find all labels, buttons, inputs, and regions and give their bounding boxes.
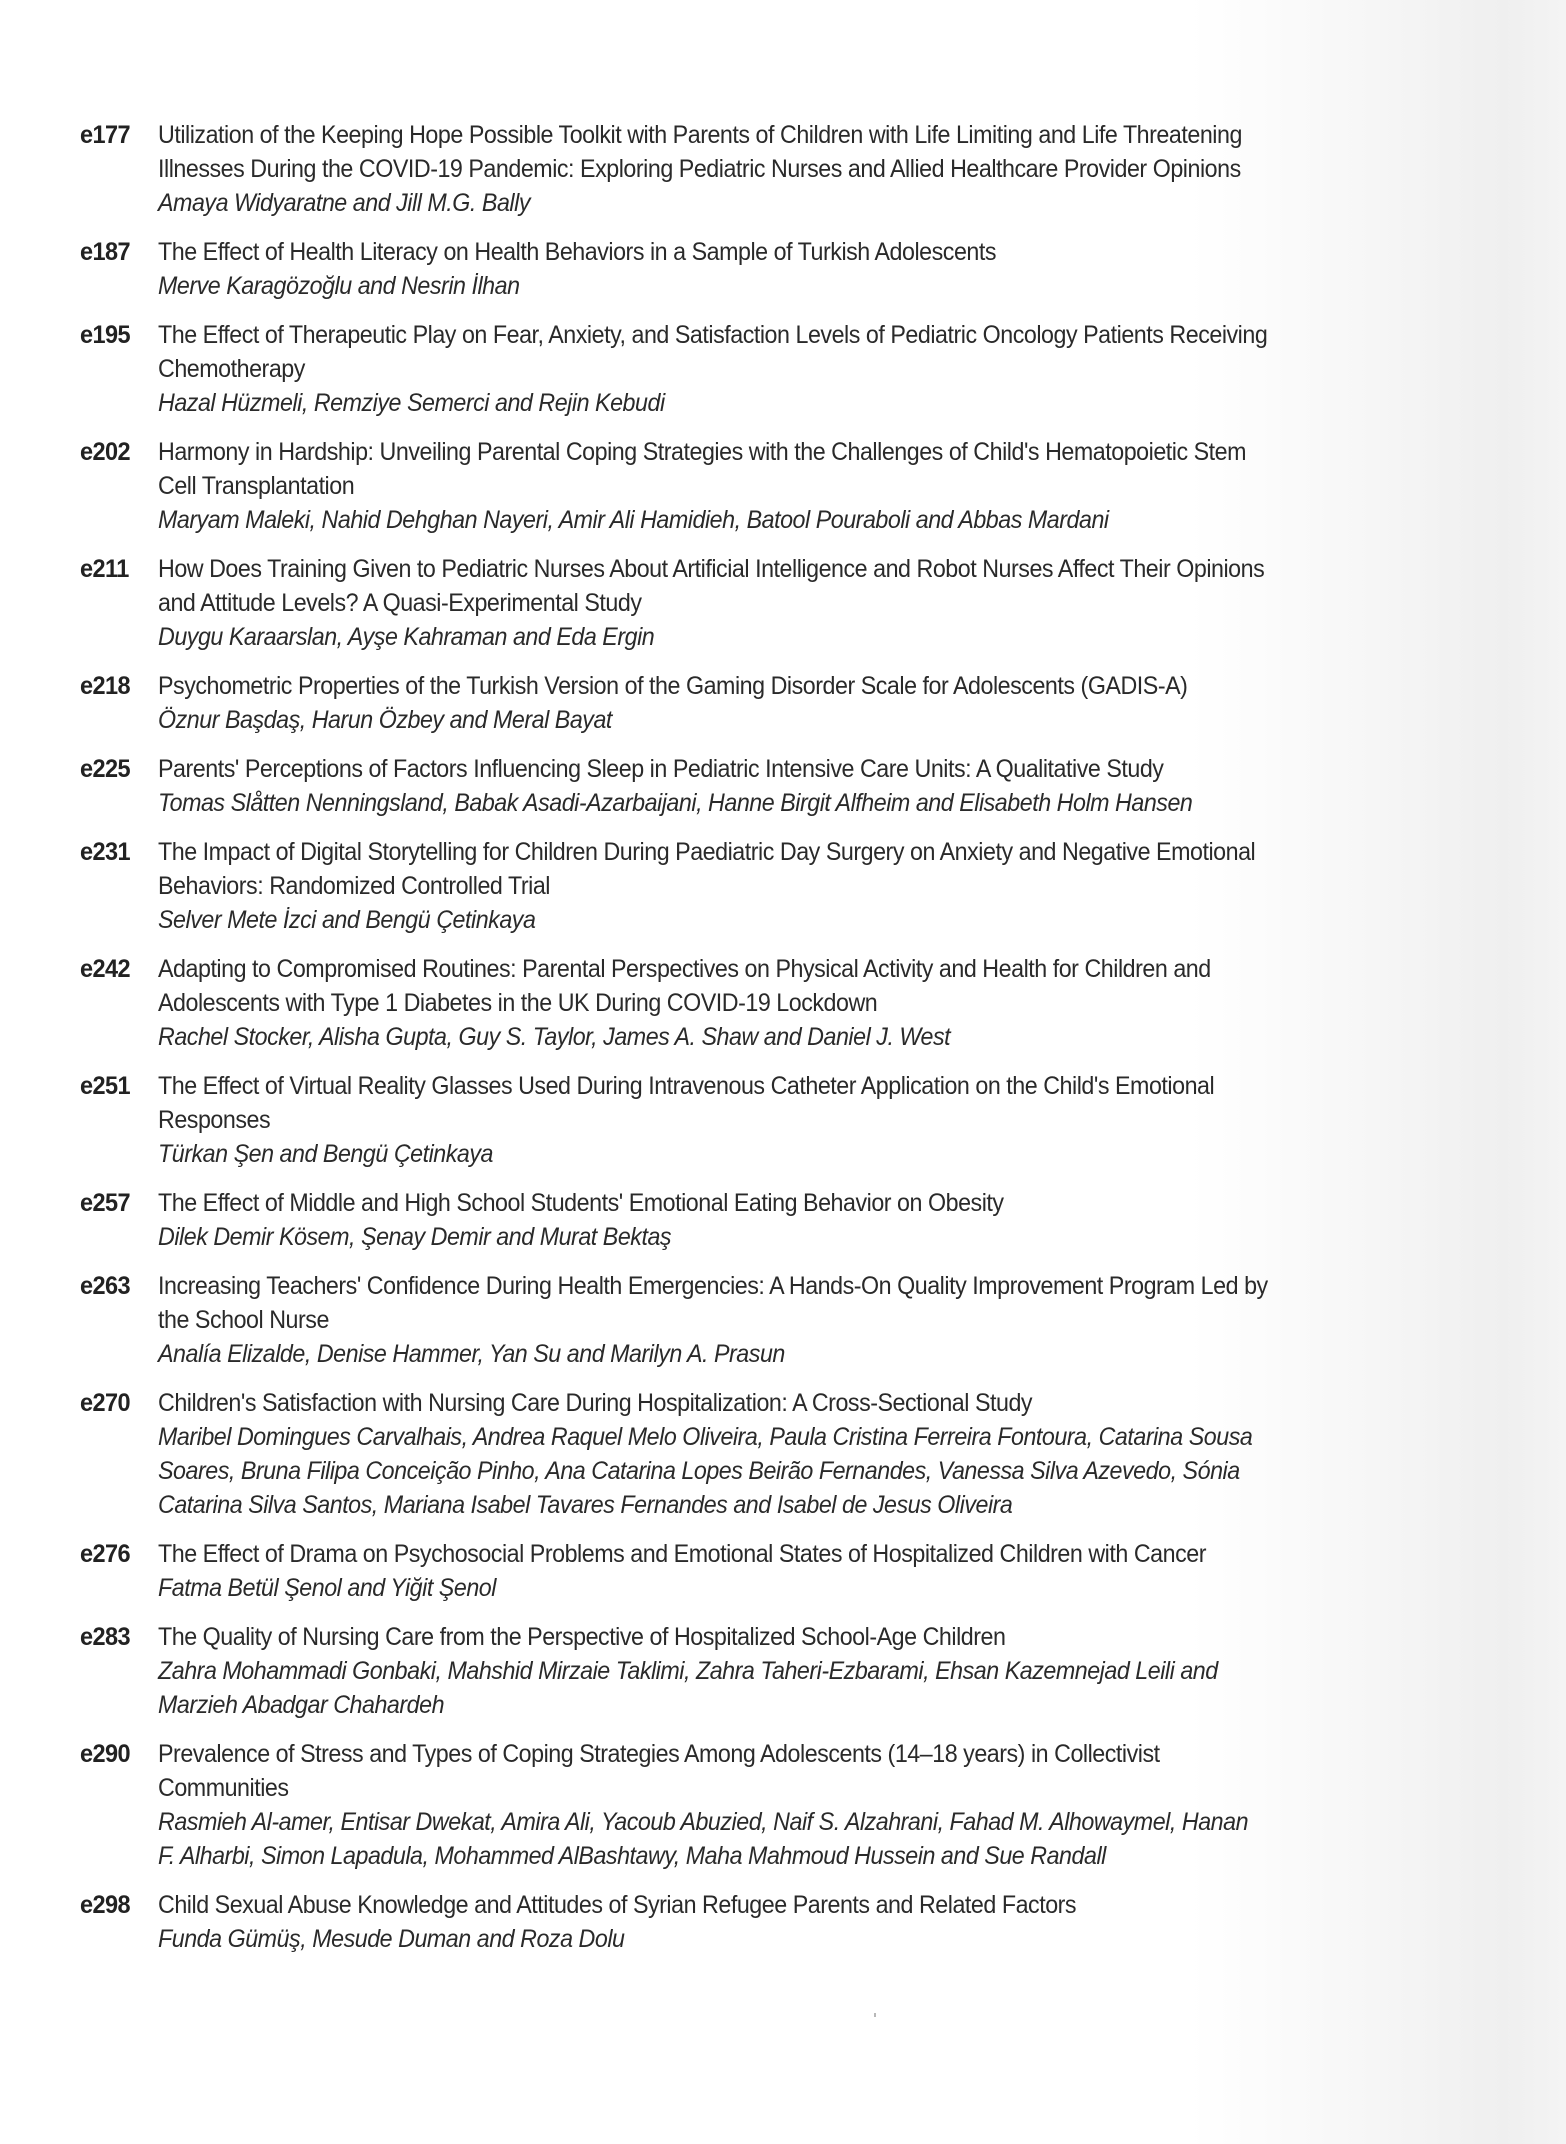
entry-number: e242 xyxy=(80,955,131,983)
entry-title[interactable] xyxy=(158,318,1268,386)
entry-number: e231 xyxy=(80,838,131,866)
toc-entry xyxy=(80,669,1540,737)
entry-number: e263 xyxy=(80,1272,131,1300)
entry-title-line: Adolescents with Type 1 Diabetes in the UK During COVID-19 Lockdown xyxy=(158,989,878,1017)
entry-title-line: The Impact of Digital Storytelling for Children During Paediatric Day Surgery on Anxiety and Negative Emotional xyxy=(158,838,1256,866)
entry-title-line: Parents' Perceptions of Factors Influencing Sleep in Pediatric Intensive Care Units: A Qualitative Study xyxy=(158,755,1164,783)
entry-title[interactable] xyxy=(158,1620,1172,1654)
entry-body xyxy=(158,669,1540,737)
entry-authors-line: Catarina Silva Santos, Mariana Isabel Tavares Fernandes and Isabel de Jesus Oliveira xyxy=(158,1491,1013,1519)
entry-authors xyxy=(158,386,1172,420)
entry-title[interactable] xyxy=(158,235,1172,269)
entry-number: e257 xyxy=(80,1189,131,1217)
entry-authors-line: Rachel Stocker, Alisha Gupta, Guy S. Taylor, James A. Shaw and Daniel J. West xyxy=(158,1023,951,1051)
entry-authors-line: Maryam Maleki, Nahid Dehghan Nayeri, Amir Ali Hamidieh, Batool Pouraboli and Abbas Mardani xyxy=(158,506,1109,534)
entry-number: e177 xyxy=(80,121,131,149)
entry-body xyxy=(158,318,1540,420)
entry-body xyxy=(158,952,1540,1054)
toc-entry xyxy=(80,1386,1540,1522)
entry-authors xyxy=(158,620,1172,654)
entry-title[interactable] xyxy=(158,1186,1172,1220)
entry-title-line: How Does Training Given to Pediatric Nurses About Artificial Intelligence and Robot Nurses Affect Their Opinions xyxy=(158,555,1265,583)
entry-body xyxy=(158,118,1540,220)
toc-entry xyxy=(80,1620,1540,1722)
entry-title-line: Illnesses During the COVID-19 Pandemic: Exploring Pediatric Nurses and Allied Healthcare Provider Opinions xyxy=(158,155,1241,183)
toc-entry xyxy=(80,1888,1540,1956)
entry-authors xyxy=(158,1020,1172,1054)
entry-authors-line: Hazal Hüzmeli, Remziye Semerci and Rejin Kebudi xyxy=(158,389,665,417)
entry-title-line: The Effect of Health Literacy on Health Behaviors in a Sample of Turkish Adolescents xyxy=(158,238,997,266)
entry-title-line: The Effect of Therapeutic Play on Fear, Anxiety, and Satisfaction Levels of Pediatric Oncology Patients Receiving xyxy=(158,321,1268,349)
toc-entry xyxy=(80,118,1540,220)
entry-title-line: Responses xyxy=(158,1106,271,1134)
entry-title[interactable] xyxy=(158,435,1247,503)
entry-authors xyxy=(158,1137,1172,1171)
entry-authors xyxy=(158,703,1172,737)
entry-authors-line: Merve Karagözoğlu and Nesrin İlhan xyxy=(158,272,520,300)
entry-title[interactable] xyxy=(158,835,1256,903)
entry-authors-line: Zahra Mohammadi Gonbaki, Mahshid Mirzaie Taklimi, Zahra Taheri-Ezbarami, Ehsan Kazemnejad Leili and xyxy=(158,1657,1218,1685)
entry-body xyxy=(158,1269,1540,1371)
entry-body xyxy=(158,1737,1540,1873)
entry-authors-line: F. Alharbi, Simon Lapadula, Mohammed AlBashtawy, Maha Mahmoud Hussein and Sue Randall xyxy=(158,1842,1106,1870)
entry-number: e187 xyxy=(80,238,131,266)
entry-title-line: Communities xyxy=(158,1774,289,1802)
entry-body xyxy=(158,435,1540,537)
entry-body xyxy=(158,1186,1540,1254)
entry-title[interactable] xyxy=(158,1737,1172,1805)
entry-title-line: Increasing Teachers' Confidence During Health Emergencies: A Hands-On Quality Improvement Program Led by xyxy=(158,1272,1268,1300)
toc-entry xyxy=(80,318,1540,420)
entry-number: e290 xyxy=(80,1740,131,1768)
entry-number: e202 xyxy=(80,438,131,466)
entry-authors xyxy=(158,1805,1249,1873)
toc-entry xyxy=(80,1537,1540,1605)
entry-authors-line: Rasmieh Al-amer, Entisar Dwekat, Amira Ali, Yacoub Abuzied, Naif S. Alzahrani, Fahad M. Alhowaymel, Hanan xyxy=(158,1808,1249,1836)
toc-entry xyxy=(80,1737,1540,1873)
entry-title[interactable] xyxy=(158,118,1242,186)
entry-authors xyxy=(158,503,1172,537)
entry-number: e225 xyxy=(80,755,131,783)
entry-title[interactable] xyxy=(158,1537,1207,1571)
toc-entry xyxy=(80,835,1540,937)
entry-authors xyxy=(158,1571,1172,1605)
entry-title-line: Harmony in Hardship: Unveiling Parental Coping Strategies with the Challenges of Child's Hematopoietic Stem xyxy=(158,438,1247,466)
entry-authors-line: Dilek Demir Kösem, Şenay Demir and Murat Bektaş xyxy=(158,1223,672,1251)
entry-number: e298 xyxy=(80,1891,131,1919)
entry-title-line: Child Sexual Abuse Knowledge and Attitudes of Syrian Refugee Parents and Related Factors xyxy=(158,1891,1077,1919)
toc-entry xyxy=(80,952,1540,1054)
entry-authors-line: Analía Elizalde, Denise Hammer, Yan Su and Marilyn A. Prasun xyxy=(158,1340,785,1368)
entry-authors xyxy=(158,186,1172,220)
toc-entry xyxy=(80,435,1540,537)
table-of-contents xyxy=(80,118,1540,1971)
entry-authors xyxy=(158,1922,1172,1956)
entry-authors-line: Selver Mete İzci and Bengü Çetinkaya xyxy=(158,906,536,934)
toc-entry xyxy=(80,552,1540,654)
entry-title[interactable] xyxy=(158,1386,1172,1420)
entry-title[interactable] xyxy=(158,669,1188,703)
scan-speck xyxy=(874,2013,876,2017)
entry-authors xyxy=(158,786,1193,820)
entry-authors-line: Türkan Şen and Bengü Çetinkaya xyxy=(158,1140,494,1168)
toc-entry xyxy=(80,1269,1540,1371)
entry-authors-line: Öznur Başdaş, Harun Özbey and Meral Bayat xyxy=(158,706,612,734)
entry-authors-line: Marzieh Abadgar Chahardeh xyxy=(158,1691,445,1719)
entry-authors xyxy=(158,903,1172,937)
toc-entry xyxy=(80,235,1540,303)
entry-authors xyxy=(158,1337,1172,1371)
entry-authors-line: Duygu Karaarslan, Ayşe Kahraman and Eda Ergin xyxy=(158,623,655,651)
entry-title[interactable] xyxy=(158,552,1265,620)
toc-entry xyxy=(80,1186,1540,1254)
entry-title-line: Adapting to Compromised Routines: Parental Perspectives on Physical Activity and Health for Children and xyxy=(158,955,1211,983)
entry-title-line: The Effect of Virtual Reality Glasses Used During Intravenous Catheter Application on the Child's Emotional xyxy=(158,1072,1215,1100)
entry-authors xyxy=(158,1654,1218,1722)
entry-title-line: the School Nurse xyxy=(158,1306,329,1334)
entry-body xyxy=(158,235,1540,303)
entry-title-line: Behaviors: Randomized Controlled Trial xyxy=(158,872,550,900)
entry-title-line: Prevalence of Stress and Types of Coping Strategies Among Adolescents (14–18 years) in Collectivist xyxy=(158,1740,1160,1768)
entry-title-line: The Effect of Middle and High School Students' Emotional Eating Behavior on Obesity xyxy=(158,1189,1004,1217)
entry-title[interactable] xyxy=(158,1269,1268,1337)
toc-entry xyxy=(80,752,1540,820)
entry-title-line: Chemotherapy xyxy=(158,355,305,383)
entry-number: e195 xyxy=(80,321,131,349)
entry-number: e251 xyxy=(80,1072,131,1100)
entry-authors-line: Maribel Domingues Carvalhais, Andrea Raquel Melo Oliveira, Paula Cristina Ferreira Fontoura, Catarina Sousa xyxy=(158,1423,1253,1451)
entry-title-line: Utilization of the Keeping Hope Possible Toolkit with Parents of Children with Life Limiting and Life Threatening xyxy=(158,121,1242,149)
entry-body xyxy=(158,835,1540,937)
entry-title[interactable] xyxy=(158,1069,1215,1137)
entry-title-line: and Attitude Levels? A Quasi-Experimental Study xyxy=(158,589,642,617)
entry-authors xyxy=(158,1220,1172,1254)
entry-number: e276 xyxy=(80,1540,131,1568)
entry-body xyxy=(158,1069,1540,1171)
entry-title-line: Children's Satisfaction with Nursing Care During Hospitalization: A Cross-Sectional Study xyxy=(158,1389,1033,1417)
entry-body xyxy=(158,1888,1540,1956)
entry-title-line: Cell Transplantation xyxy=(158,472,355,500)
entry-authors xyxy=(158,1420,1253,1522)
entry-body xyxy=(158,552,1540,654)
entry-title[interactable] xyxy=(158,752,1172,786)
entry-authors-line: Amaya Widyaratne and Jill M.G. Bally xyxy=(158,189,530,217)
entry-title-line: The Effect of Drama on Psychosocial Problems and Emotional States of Hospitalized Children with Cancer xyxy=(158,1540,1207,1568)
entry-title-line: Psychometric Properties of the Turkish Version of the Gaming Disorder Scale for Adolescents (GADIS-A) xyxy=(158,672,1188,700)
entry-title[interactable] xyxy=(158,952,1211,1020)
entry-title[interactable] xyxy=(158,1888,1172,1922)
entry-body xyxy=(158,1537,1540,1605)
entry-body xyxy=(158,1386,1540,1522)
entry-authors-line: Tomas Slåtten Nenningsland, Babak Asadi-Azarbaijani, Hanne Birgit Alfheim and Elisabeth Holm Hansen xyxy=(158,789,1193,817)
toc-entry xyxy=(80,1069,1540,1171)
entry-authors-line: Soares, Bruna Filipa Conceição Pinho, Ana Catarina Lopes Beirão Fernandes, Vanessa Silva Azevedo, Sónia xyxy=(158,1457,1240,1485)
entry-authors-line: Funda Gümüş, Mesude Duman and Roza Dolu xyxy=(158,1925,625,1953)
entry-body xyxy=(158,1620,1540,1722)
entry-number: e218 xyxy=(80,672,131,700)
entry-number: e270 xyxy=(80,1389,131,1417)
entry-title-line: The Quality of Nursing Care from the Perspective of Hospitalized School-Age Children xyxy=(158,1623,1006,1651)
entry-body xyxy=(158,752,1540,820)
entry-authors-line: Fatma Betül Şenol and Yiğit Şenol xyxy=(158,1574,496,1602)
entry-number: e283 xyxy=(80,1623,131,1651)
entry-authors xyxy=(158,269,1172,303)
entry-number: e211 xyxy=(80,555,129,583)
